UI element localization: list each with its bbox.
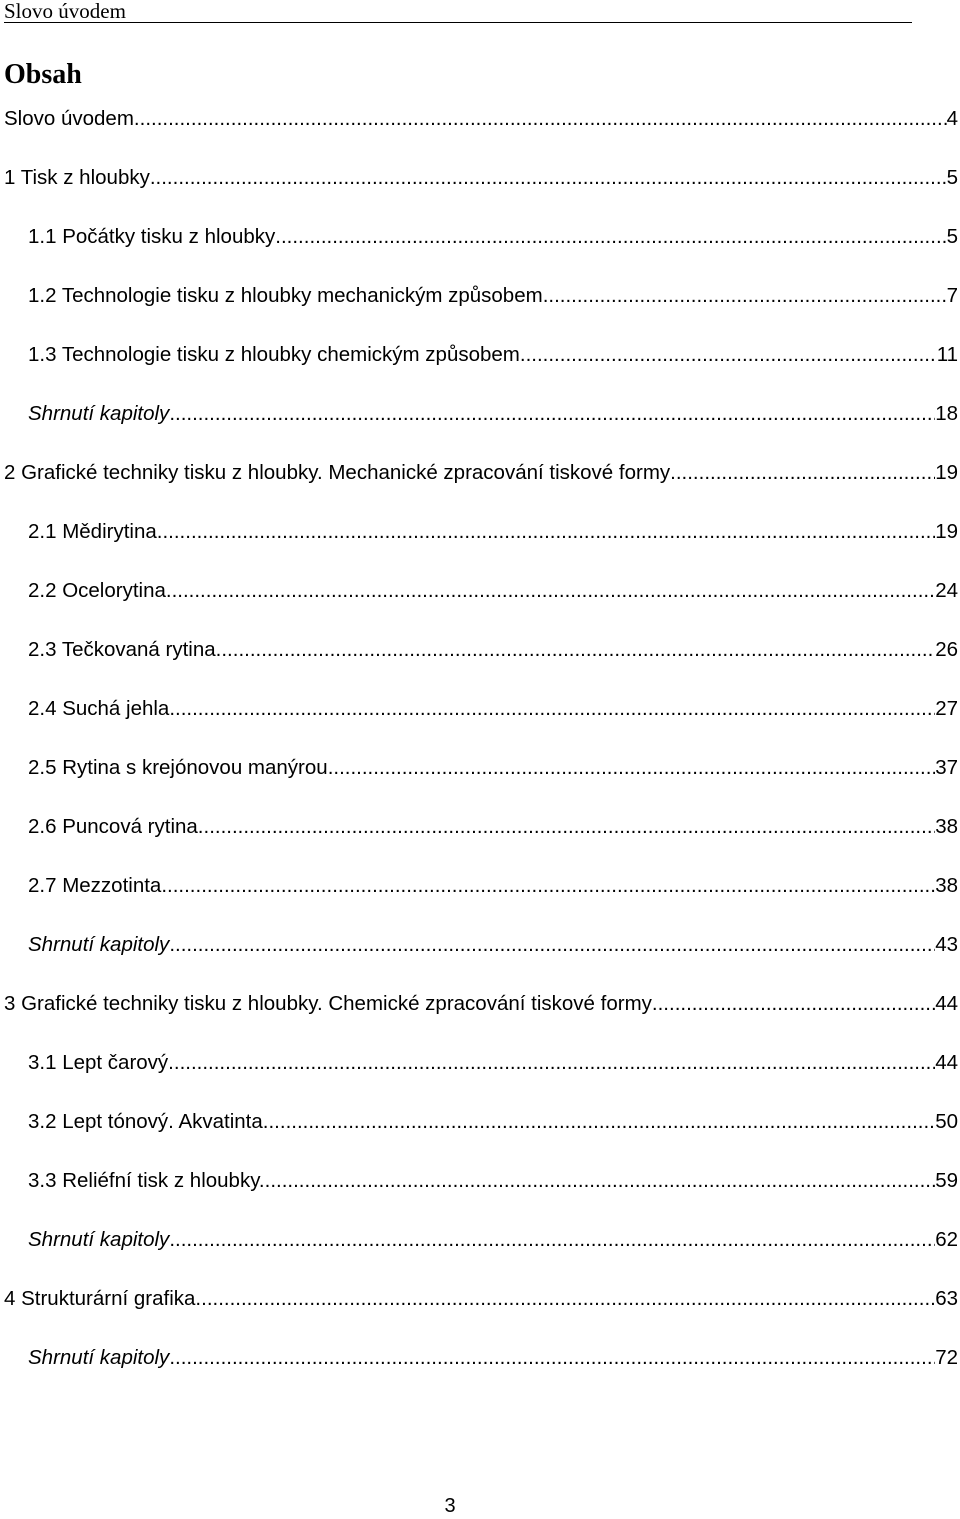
toc-entry-label: 2.3 Tečkovaná rytina <box>28 638 216 661</box>
toc-entry-label: 3.3 Reliéfní tisk z hloubky. <box>28 1169 265 1192</box>
toc-entry-preface[interactable] <box>4 104 958 134</box>
toc-dot-leader <box>263 1107 935 1137</box>
toc-dot-leader <box>265 1166 936 1196</box>
toc-dot-leader <box>652 989 935 1019</box>
toc-entry-section-3-2[interactable] <box>28 1107 958 1137</box>
toc-dot-leader <box>543 281 947 311</box>
toc-entry-section-1-1[interactable] <box>28 222 958 252</box>
toc-entry-section-3-3[interactable] <box>28 1166 958 1196</box>
toc-dot-leader <box>169 694 935 724</box>
toc-dot-leader <box>134 104 947 134</box>
toc-entry-page: 38 <box>935 874 958 897</box>
toc-dot-leader <box>169 399 935 429</box>
toc-entry-chapter-1[interactable] <box>4 163 958 193</box>
toc-entry-label: 1.3 Technologie tisku z hloubky chemickým způsobem <box>28 343 520 366</box>
toc-entry-page: 37 <box>935 756 958 779</box>
toc-entry-page: 7 <box>946 284 958 307</box>
toc-entry-summary-4[interactable] <box>28 1343 958 1373</box>
toc-entry-label: Shrnutí kapitoly <box>28 1346 170 1369</box>
toc-entry-label: 1.1 Počátky tisku z hloubky <box>28 225 276 248</box>
toc-entry-section-2-3[interactable] <box>28 635 958 665</box>
toc-dot-leader <box>328 753 936 783</box>
toc-entry-section-2-6[interactable] <box>28 812 958 842</box>
toc-entry-summary-3[interactable] <box>28 1225 958 1255</box>
toc-entry-label: Shrnutí kapitoly <box>28 933 170 956</box>
toc-dot-leader <box>166 576 935 606</box>
toc-entry-label: 1 Tisk z hloubky <box>4 166 150 189</box>
toc-dot-leader <box>520 340 937 370</box>
toc-entry-label: 2.4 Suchá jehla <box>28 697 170 720</box>
toc-entry-page: 27 <box>935 697 958 720</box>
toc-entry-page: 4 <box>946 107 958 130</box>
toc-entry-label: 2.1 Mědirytina <box>28 520 157 543</box>
toc-entry-page: 50 <box>935 1110 958 1133</box>
toc-dot-leader <box>169 1225 935 1255</box>
toc-entry-section-1-3[interactable] <box>28 340 958 370</box>
toc-entry-label: 2.6 Puncová rytina <box>28 815 198 838</box>
toc-entry-chapter-2[interactable] <box>4 458 958 488</box>
toc-entry-page: 19 <box>935 461 958 484</box>
toc-entry-section-2-7[interactable] <box>28 871 958 901</box>
toc-entry-label: 2 Grafické techniky tisku z hloubky. Mechanické zpracování tiskové formy <box>4 461 671 484</box>
toc-entry-page: 5 <box>946 166 958 189</box>
toc-dot-leader <box>195 1284 935 1314</box>
toc-entry-summary-1[interactable] <box>28 399 958 429</box>
page-number: 3 <box>444 1495 456 1517</box>
toc-entry-page: 5 <box>946 225 958 248</box>
toc-entry-summary-2[interactable] <box>28 930 958 960</box>
toc-entry-label: Shrnutí kapitoly <box>28 1228 170 1251</box>
toc-entry-section-2-4[interactable] <box>28 694 958 724</box>
toc-entry-page: 38 <box>935 815 958 838</box>
toc-title: Obsah <box>4 59 82 90</box>
toc-entry-page: 26 <box>935 638 958 661</box>
toc-dot-leader <box>169 930 935 960</box>
toc-entry-label: Slovo úvodem <box>4 107 134 130</box>
toc-entry-label: 4 Strukturární grafika <box>4 1287 196 1310</box>
toc-entry-section-1-2[interactable] <box>28 281 958 311</box>
toc-entry-section-3-1[interactable] <box>28 1048 958 1078</box>
toc-entry-label: 2.5 Rytina s krejónovou manýrou <box>28 756 328 779</box>
toc-entry-page: 72 <box>935 1346 958 1369</box>
toc-entry-page: 18 <box>935 402 958 425</box>
toc-entry-page: 62 <box>935 1228 958 1251</box>
toc-entry-page: 63 <box>935 1287 958 1310</box>
toc-dot-leader <box>670 458 935 488</box>
toc-dot-leader <box>168 1048 935 1078</box>
toc-entry-label: 3.1 Lept čarový <box>28 1051 169 1074</box>
toc-entry-section-2-1[interactable] <box>28 517 958 547</box>
toc-entry-page: 11 <box>936 343 958 366</box>
toc-entry-label: 1.2 Technologie tisku z hloubky mechanickým způsobem <box>28 284 543 307</box>
toc-entry-label: 2.2 Ocelorytina <box>28 579 166 602</box>
toc-entry-label: 2.7 Mezzotinta <box>28 874 162 897</box>
running-header: Slovo úvodem <box>4 0 912 23</box>
toc-entry-label: 3.2 Lept tónový. Akvatinta <box>28 1110 263 1133</box>
toc-entry-chapter-4[interactable] <box>4 1284 958 1314</box>
toc-entry-section-2-2[interactable] <box>28 576 958 606</box>
toc-dot-leader <box>216 635 936 665</box>
toc-dot-leader <box>161 871 935 901</box>
toc-dot-leader <box>150 163 947 193</box>
toc-entry-label: 3 Grafické techniky tisku z hloubky. Chemické zpracování tiskové formy <box>4 992 652 1015</box>
toc-dot-leader <box>169 1343 935 1373</box>
toc-entry-page: 44 <box>935 1051 958 1074</box>
toc-entry-page: 43 <box>935 933 958 956</box>
toc-entry-chapter-3[interactable] <box>4 989 958 1019</box>
toc-entry-page: 24 <box>935 579 958 602</box>
toc-entry-page: 59 <box>935 1169 958 1192</box>
toc-entry-page: 19 <box>935 520 958 543</box>
toc-entry-label: Shrnutí kapitoly <box>28 402 170 425</box>
toc-entry-section-2-5[interactable] <box>28 753 958 783</box>
toc-entry-page: 44 <box>935 992 958 1015</box>
toc-dot-leader <box>157 517 935 547</box>
toc-dot-leader <box>198 812 935 842</box>
toc-dot-leader <box>275 222 946 252</box>
